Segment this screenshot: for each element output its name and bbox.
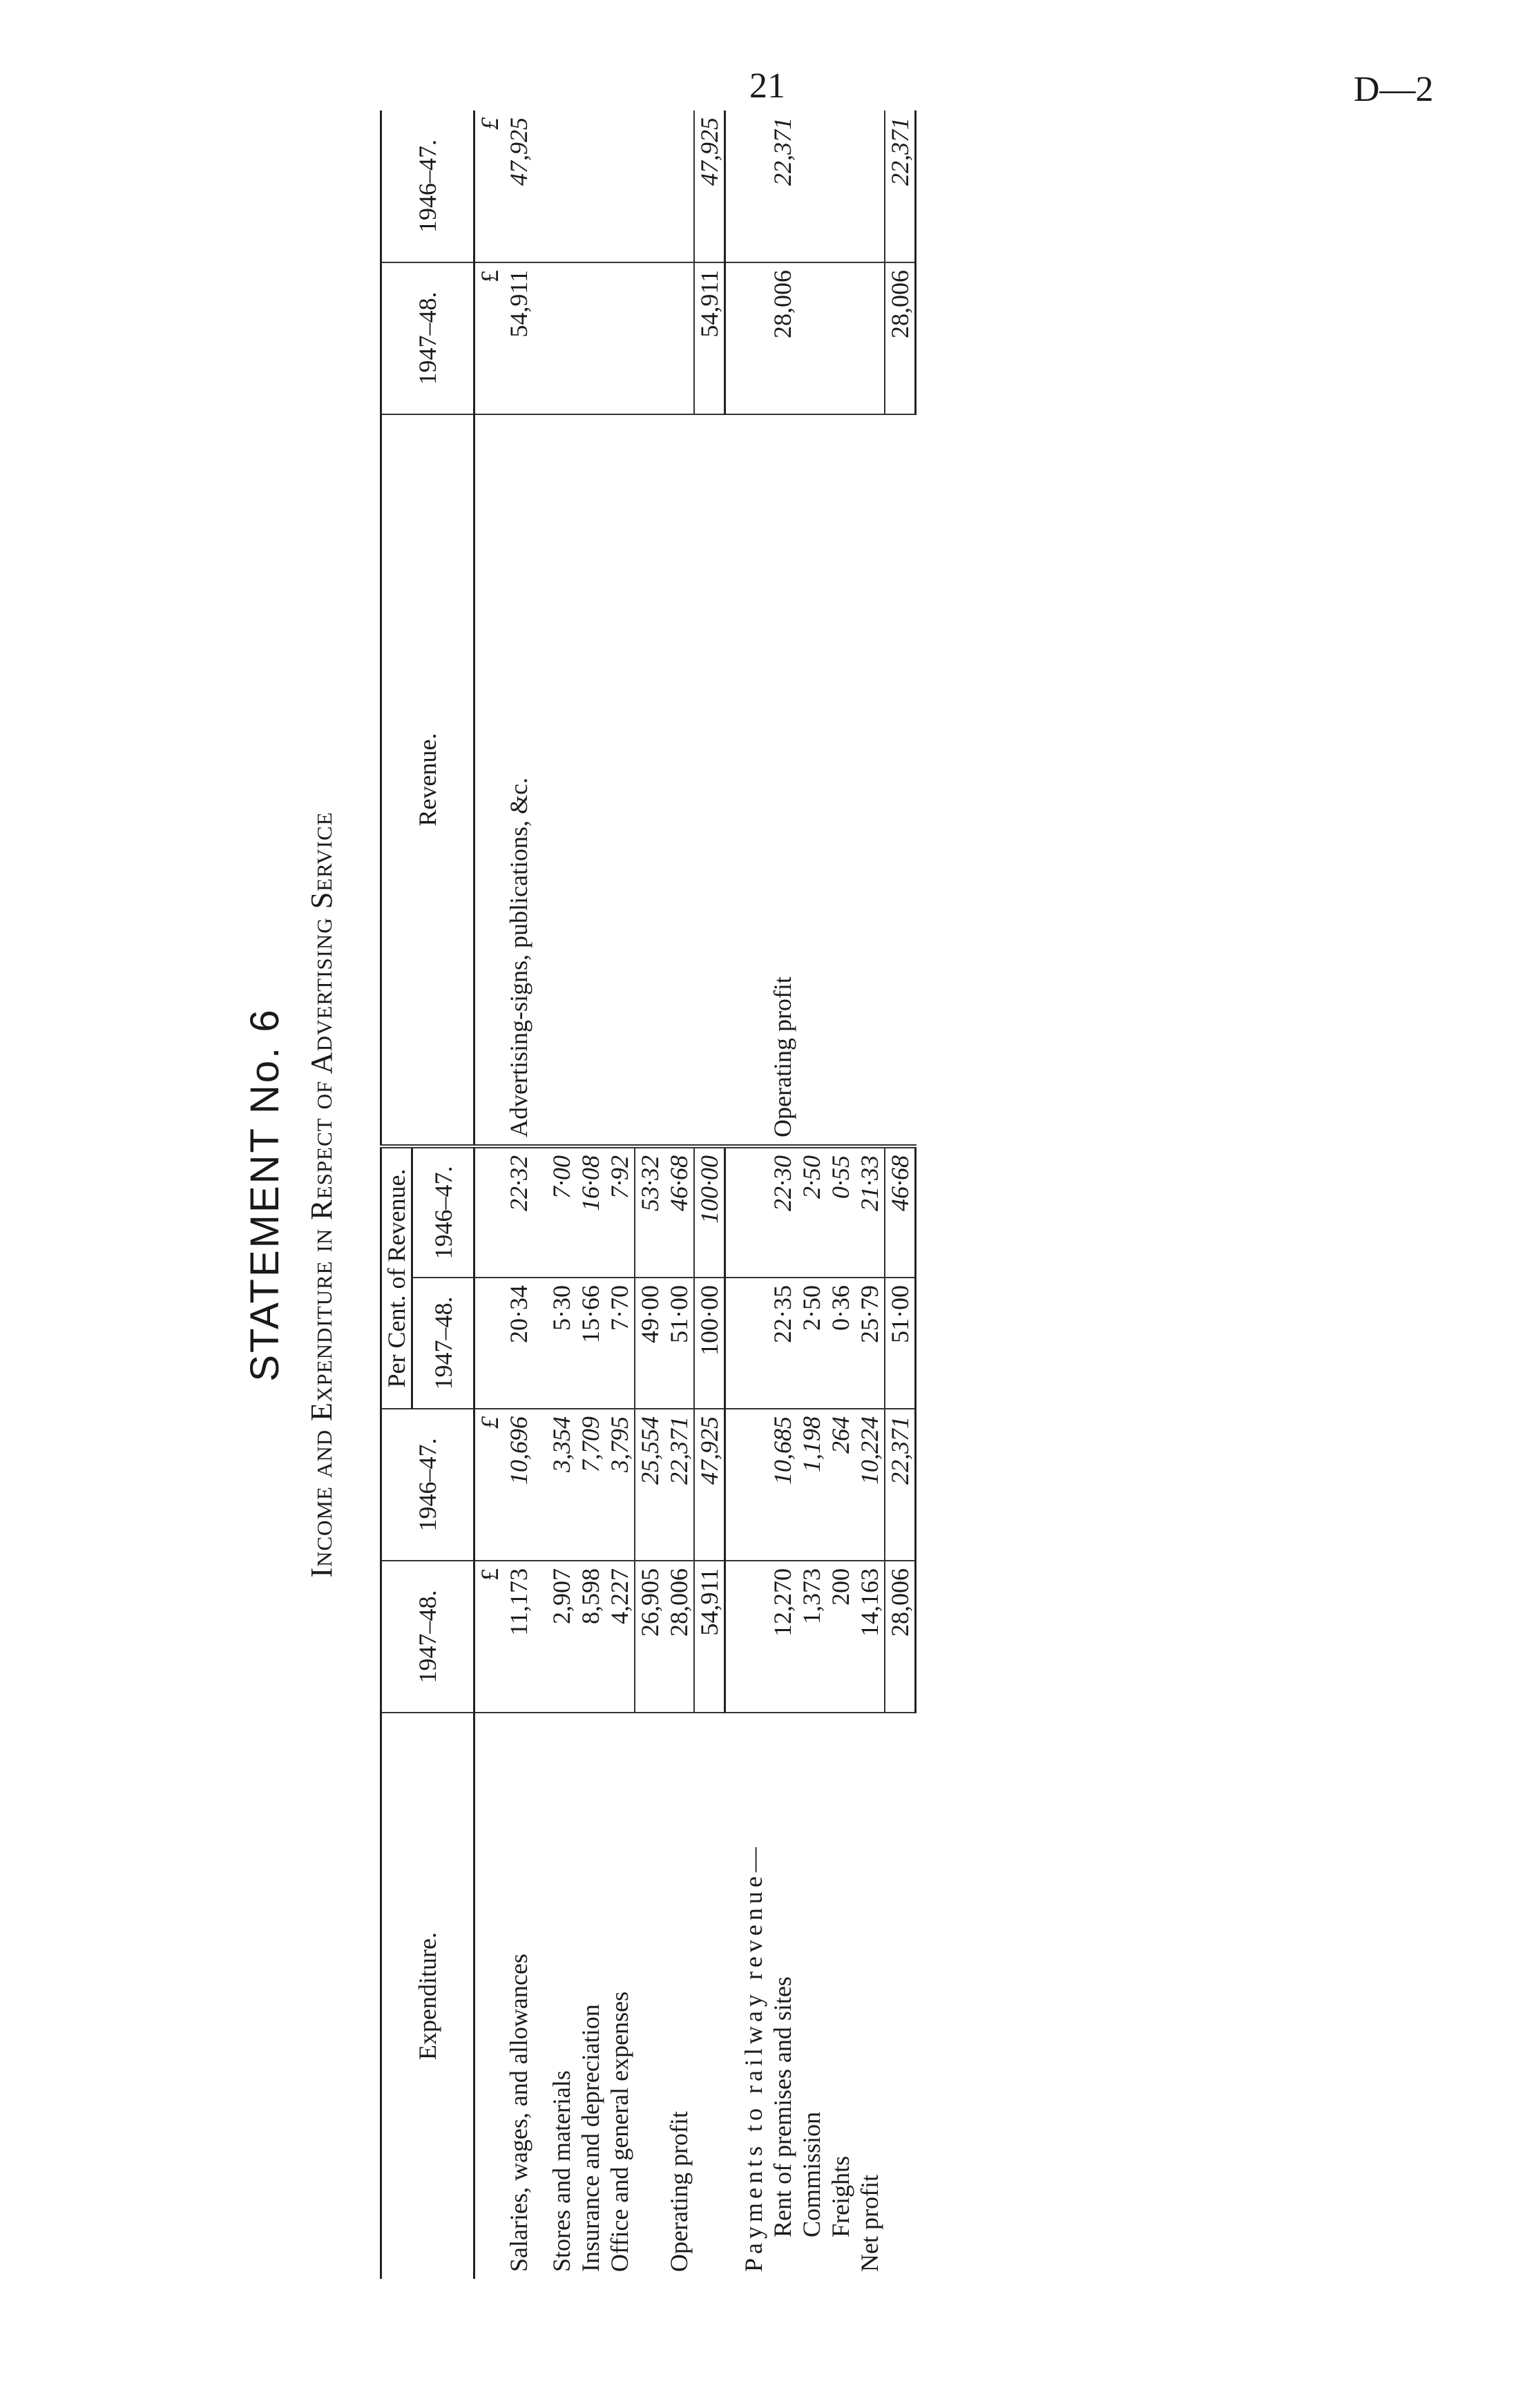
- exp-net-profit-1947: 14,163: [855, 1561, 885, 1713]
- exp-stores-label: Stores and materials: [548, 2070, 575, 2272]
- header-percent: Per Cent. of Revenue.: [381, 1146, 412, 1409]
- header-exp-1947: 1947–48.: [381, 1561, 474, 1713]
- exp-operating-profit-pct-1947: 51·00: [664, 1278, 694, 1409]
- rev-total-1946: 47,925: [694, 110, 725, 262]
- exp-stores-pct-1947: 5·30: [547, 1278, 576, 1409]
- currency-symbol: £: [474, 262, 505, 414]
- exp-freights-1947: 200: [826, 1561, 855, 1713]
- exp-total-1946: 47,925: [694, 1409, 725, 1561]
- exp-rent-1947: 12,270: [768, 1561, 797, 1713]
- currency-symbol: £: [474, 1409, 505, 1561]
- exp-freights-label: Freights: [826, 2155, 854, 2237]
- exp-payments-heading: Payments to railway revenue—: [739, 1843, 767, 2272]
- exp-insurance-pct-1947: 15·66: [576, 1278, 605, 1409]
- header-rev-1947: 1947–48.: [381, 262, 474, 414]
- exp-insurance-1946: 7,709: [576, 1409, 605, 1561]
- exp-office-pct-1946: 7·92: [605, 1146, 635, 1278]
- exp-office-1947: 4,227: [605, 1561, 635, 1713]
- header-exp-1946: 1946–47.: [381, 1409, 474, 1561]
- header-expenditure: Expenditure.: [381, 1713, 474, 2279]
- exp-salaries-label: Salaries, wages, and allowances: [505, 1954, 532, 2272]
- document-code: D—2: [1354, 70, 1434, 109]
- exp-insurance-1947: 8,598: [576, 1561, 605, 1713]
- rev-total2-1947: 28,006: [885, 262, 916, 414]
- exp-office-pct-1947: 7·70: [605, 1278, 635, 1409]
- exp-rent-1946: 10,685: [768, 1409, 797, 1561]
- exp-salaries-pct-1947: 20·34: [504, 1278, 533, 1409]
- exp-stores-1947: 2,907: [547, 1561, 576, 1713]
- rev-operating-profit-1947: 28,006: [768, 262, 797, 414]
- header-rev-1946: 1946–47.: [381, 110, 474, 262]
- exp-insurance-pct-1946: 16·08: [576, 1146, 605, 1278]
- rev-advertising-1947: 54,911: [504, 262, 533, 414]
- exp-commission-1947: 1,373: [797, 1561, 826, 1713]
- page-number: 21: [749, 66, 785, 106]
- exp-rent-pct-1947: 22·35: [768, 1278, 797, 1409]
- exp-salaries-1946: 10,696: [504, 1409, 533, 1561]
- exp-commission-pct-1947: 2·50: [797, 1278, 826, 1409]
- exp-net-profit-label: Net profit: [855, 2175, 883, 2272]
- exp-subtotal-1947: 26,905: [635, 1561, 664, 1713]
- exp-salaries-1947: 11,173: [504, 1561, 533, 1713]
- rev-operating-profit-label: Operating profit: [768, 414, 797, 1146]
- exp-total-1947: 54,911: [694, 1561, 725, 1713]
- exp-subtotal-pct-1947: 49·00: [635, 1278, 664, 1409]
- exp-rent-label: Rent of premises and sites: [768, 1976, 796, 2237]
- exp-payments-total-pct-1947: 51·00: [885, 1278, 916, 1409]
- exp-commission-pct-1946: 2·50: [797, 1146, 826, 1278]
- exp-net-profit-1946: 10,224: [855, 1409, 885, 1561]
- exp-total-pct-1947: 100·00: [694, 1278, 725, 1409]
- rotated-statement: [242, 110, 1443, 2279]
- exp-freights-1946: 264: [826, 1409, 855, 1561]
- exp-office-label: Office and general expenses: [606, 1991, 633, 2272]
- exp-subtotal-1946: 25,554: [635, 1409, 664, 1561]
- exp-freights-pct-1947: 0·36: [826, 1278, 855, 1409]
- exp-net-profit-pct-1946: 21·33: [855, 1146, 885, 1278]
- exp-operating-profit-pct-1946: 46·68: [664, 1146, 694, 1278]
- exp-operating-profit-1946: 22,371: [664, 1409, 694, 1561]
- rev-total-1947: 54,911: [694, 262, 725, 414]
- exp-payments-total-1946: 22,371: [885, 1409, 916, 1561]
- exp-rent-pct-1946: 22·30: [768, 1146, 797, 1278]
- exp-commission-label: Commission: [797, 2111, 825, 2237]
- statement-title: STATEMENT No. 6: [242, 1008, 287, 1382]
- exp-payments-total-1947: 28,006: [885, 1561, 916, 1713]
- exp-operating-profit-1947: 28,006: [664, 1561, 694, 1713]
- exp-total-pct-1946: 100·00: [694, 1146, 725, 1278]
- exp-insurance-label: Insurance and depreciation: [577, 2004, 604, 2272]
- currency-symbol: £: [474, 110, 505, 262]
- rev-advertising-label: Advertising-signs, publications, &c.: [504, 414, 533, 1146]
- rev-total2-1946: 22,371: [885, 110, 916, 262]
- exp-subtotal-pct-1946: 53·32: [635, 1146, 664, 1278]
- exp-office-1946: 3,795: [605, 1409, 635, 1561]
- exp-stores-pct-1946: 7·00: [547, 1146, 576, 1278]
- rev-advertising-1946: 47,925: [504, 110, 533, 262]
- income-expenditure-table: [380, 110, 917, 2279]
- exp-stores-1946: 3,354: [547, 1409, 576, 1561]
- exp-commission-1946: 1,198: [797, 1409, 826, 1561]
- rev-operating-profit-1946: 22,371: [768, 110, 797, 262]
- exp-freights-pct-1946: 0·55: [826, 1146, 855, 1278]
- currency-symbol: £: [474, 1561, 505, 1713]
- exp-net-profit-pct-1947: 25·79: [855, 1278, 885, 1409]
- exp-payments-total-pct-1946: 46·68: [885, 1146, 916, 1278]
- exp-salaries-pct-1946: 22·32: [504, 1146, 533, 1278]
- header-pct-1946: 1946–47.: [412, 1146, 474, 1278]
- statement-subtitle: Income and Expenditure in Respect of Advertising Service: [305, 811, 338, 1578]
- header-revenue: Revenue.: [381, 414, 474, 1146]
- exp-operating-profit-label: Operating profit: [665, 2111, 693, 2272]
- header-pct-1947: 1947–48.: [412, 1278, 474, 1409]
